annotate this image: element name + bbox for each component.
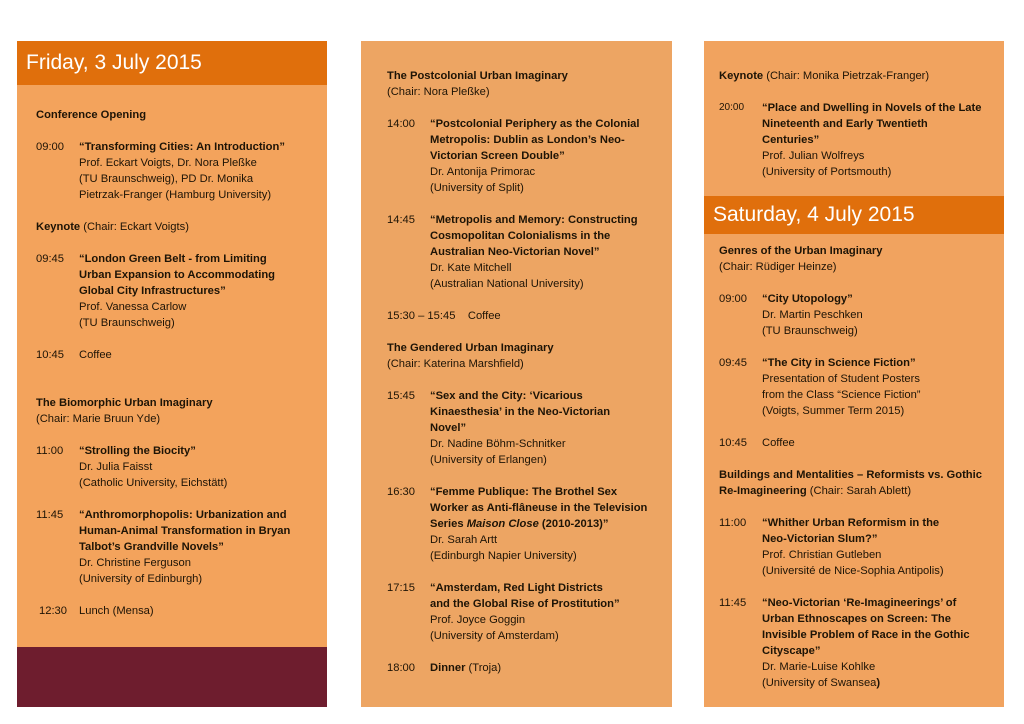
talk-title-line: “Amsterdam, Red Light Districts [430,582,603,594]
schedule-item-coffee [36,347,327,363]
description-line: (Voigts, Summer Term 2015) [762,405,905,417]
speaker-line: Prof. Joyce Goggin [430,614,526,626]
schedule-item-talk [36,507,327,587]
time-label: 09:45 [36,253,64,265]
session-title: The Gendered Urban Imaginary [387,342,554,354]
talk-title-line: Global City Infrastructures” [79,285,226,297]
talk-title-line: Victorian Screen Double” [430,150,565,162]
talk-title-line: Urban Ethnoscapes on Screen: The [762,613,951,625]
speaker-line: (TU Braunschweig) [762,325,858,337]
keynote-label: Keynote [36,221,81,233]
description-line: Presentation of Student Posters [762,373,920,385]
speaker-line [762,675,1004,691]
time-label: 11:00 [719,517,747,529]
time-label: 15:45 [387,390,415,402]
friday-schedule [17,107,327,619]
keynote-heading [36,219,327,235]
chair-text: (Chair: Nora Pleßke) [387,86,490,98]
talk-title: “City Utopology” [762,293,853,305]
speaker-line: Prof. Vanessa Carlow [79,301,187,313]
talk-title-line [430,516,672,532]
time-label: 10:45 [719,437,747,449]
time-label: 14:00 [387,118,415,130]
break-label: Coffee [79,349,112,361]
title-fragment: (2010-2013)” [538,518,609,530]
time-label: 15:30 – 15:45 [387,310,456,322]
series-title: Maison Close [466,518,539,530]
session-title-fragment: Re-Imagineering [719,485,807,497]
time-label: 11:00 [36,445,64,457]
dinner-label: Dinner [430,662,466,674]
chair-text: (Chair: Rüdiger Heinze) [719,261,837,273]
talk-title-line: “Postcolonial Periphery as the Colonial [430,118,640,130]
speaker-line: Dr. Nadine Böhm-Schnitker [430,438,566,450]
speaker-line: (TU Braunschweig), PD Dr. Monika [79,173,254,185]
talk-title-line: “Place and Dwelling in Novels of the Late [762,102,982,114]
speaker-line: Dr. Sarah Artt [430,534,498,546]
speaker-line: (University of Portsmouth) [762,166,892,178]
saturday-schedule [704,243,1004,691]
chair-text: (Chair: Sarah Ablett) [806,485,912,497]
chair-text: (Chair: Katerina Marshfield) [387,358,524,370]
title-fragment: Series [430,518,467,530]
talk-title-line: Worker as Anti-flâneuse in the Television [430,502,648,514]
schedule-item-keynote [36,251,327,331]
speaker-line: Dr. Marie-Luise Kohlke [762,661,876,673]
schedule-item-talk [387,580,672,644]
keynote-heading [719,68,1004,84]
break-label: Coffee [762,437,795,449]
talk-title-line: Centuries” [762,134,820,146]
speaker-line: Dr. Christine Ferguson [79,557,191,569]
speaker-line: (University of Split) [430,182,524,194]
schedule-item-talk [719,355,1004,419]
talk-title-line: Talbot’s Grandville Novels” [79,541,224,553]
schedule-item-talk [719,595,1004,691]
time-label: 20:00 [719,102,745,113]
schedule-item-lunch [39,603,327,619]
time-label: 12:30 [39,605,67,617]
talk-title-line: and the Global Rise of Prostitution” [430,598,620,610]
session-title: The Biomorphic Urban Imaginary [36,397,213,409]
time-label: 16:30 [387,486,415,498]
affiliation-text: (University of Swansea [762,677,877,689]
description-line: from the Class “Science Fiction” [762,389,921,401]
time-label: 09:00 [36,141,64,153]
talk-title-line: Cosmopolitan Colonialisms in the [430,230,611,242]
session-title: Genres of the Urban Imaginary [719,245,883,257]
talk-title-line: Cityscape” [762,645,821,657]
speaker-line: (Université de Nice-Sophia Antipolis) [762,565,944,577]
chair-text: (Chair: Monika Pietrzak-Franger) [763,70,930,82]
break-label: Coffee [467,310,501,322]
chair-text: (Chair: Eckart Voigts) [80,221,189,233]
schedule-item-coffee [387,308,672,324]
schedule-item-talk [387,388,672,468]
speaker-line: (Catholic University, Eichstätt) [79,477,228,489]
speaker-line: (University of Erlangen) [430,454,547,466]
friday-panel [17,41,327,707]
talk-title: “Strolling the Biocity” [79,445,196,457]
talk-title-line: “Neo-Victorian ‘Re-Imagineerings’ of [762,597,957,609]
talk-title: “The City in Science Fiction” [762,357,916,369]
chair-text: (Chair: Marie Bruun Yde) [36,413,161,425]
session-title-line [719,483,1004,499]
speaker-line: Dr. Kate Mitchell [430,262,512,274]
talk-title-line: Metropolis: Dublin as London’s Neo- [430,134,625,146]
speaker-line: (University of Edinburgh) [79,573,203,585]
schedule-item-opening [36,139,327,203]
time-label: 11:45 [36,509,64,521]
talk-title-line: Australian Neo-Victorian Novel” [430,246,600,258]
talk-title-line: “Anthromorphopolis: Urbanization and [79,509,287,521]
schedule-item-dinner [387,660,672,676]
closing-bracket: ) [876,677,881,689]
session-title: Conference Opening [36,109,147,121]
time-label: 10:45 [36,349,64,361]
time-label: 17:15 [387,582,415,594]
schedule-item-talk [387,484,672,564]
afternoon-schedule [361,68,672,676]
dinner-place: (Troja) [465,662,502,674]
schedule-item-coffee [719,435,1004,451]
break-label: Lunch (Mensa) [79,605,154,617]
session-title-line: Buildings and Mentalities – Reformists vs. Gothic [719,469,982,481]
talk-title-line: Novel” [430,422,467,434]
schedule-item-talk [387,116,672,196]
talk-title-line: “Metropolis and Memory: Constructing [430,214,638,226]
evening-saturday-panel [704,41,1004,707]
talk-title: “Transforming Cities: An Introduction” [79,141,285,153]
talk-title-line: Invisible Problem of Race in the Gothic [762,629,970,641]
speaker-line: (Australian National University) [430,278,584,290]
keynote-label: Keynote [719,70,764,82]
schedule-item-talk [387,212,672,292]
time-label: 09:00 [719,293,747,305]
session-title: The Postcolonial Urban Imaginary [387,70,568,82]
talk-title-line: Human-Animal Transformation in Bryan [79,525,291,537]
talk-title-line: Urban Expansion to Accommodating [79,269,276,281]
speaker-line: Prof. Eckart Voigts, Dr. Nora Pleßke [79,157,257,169]
speaker-line: (Edinburgh Napier University) [430,550,577,562]
speaker-line: (University of Amsterdam) [430,630,559,642]
speaker-line: Dr. Martin Peschken [762,309,863,321]
talk-title-line: Neo-Victorian Slum?” [762,533,878,545]
talk-title-line: “London Green Belt - from Limiting [79,253,267,265]
schedule-item-talk [36,443,327,491]
friday-heading: Friday, 3 July 2015 [17,41,327,85]
speaker-line: Dr. Julia Faisst [79,461,153,473]
saturday-heading: Saturday, 4 July 2015 [704,196,1004,234]
decorative-footer-band [17,647,327,707]
schedule-item-keynote [719,100,1004,180]
schedule-item-talk [719,515,1004,579]
speaker-line: Dr. Antonija Primorac [430,166,536,178]
time-label: 18:00 [387,662,415,674]
time-label: 11:45 [719,597,747,609]
talk-title-line: “Whither Urban Reformism in the [762,517,940,529]
talk-title-line: “Femme Publique: The Brothel Sex [430,486,618,498]
schedule-item-talk [719,291,1004,339]
talk-title-line: Kinaesthesia’ in the Neo-Victorian [430,406,611,418]
speaker-line: Pietrzak-Franger (Hamburg University) [79,189,272,201]
time-label: 09:45 [719,357,747,369]
evening-schedule [704,68,1004,180]
talk-title-line: Nineteenth and Early Twentieth [762,118,928,130]
talk-title-line: “Sex and the City: ‘Vicarious [430,390,583,402]
speaker-line: Prof. Julian Wolfreys [762,150,865,162]
time-label: 14:45 [387,214,415,226]
friday-afternoon-panel [361,41,672,707]
speaker-line: (TU Braunschweig) [79,317,175,329]
speaker-line: Prof. Christian Gutleben [762,549,882,561]
